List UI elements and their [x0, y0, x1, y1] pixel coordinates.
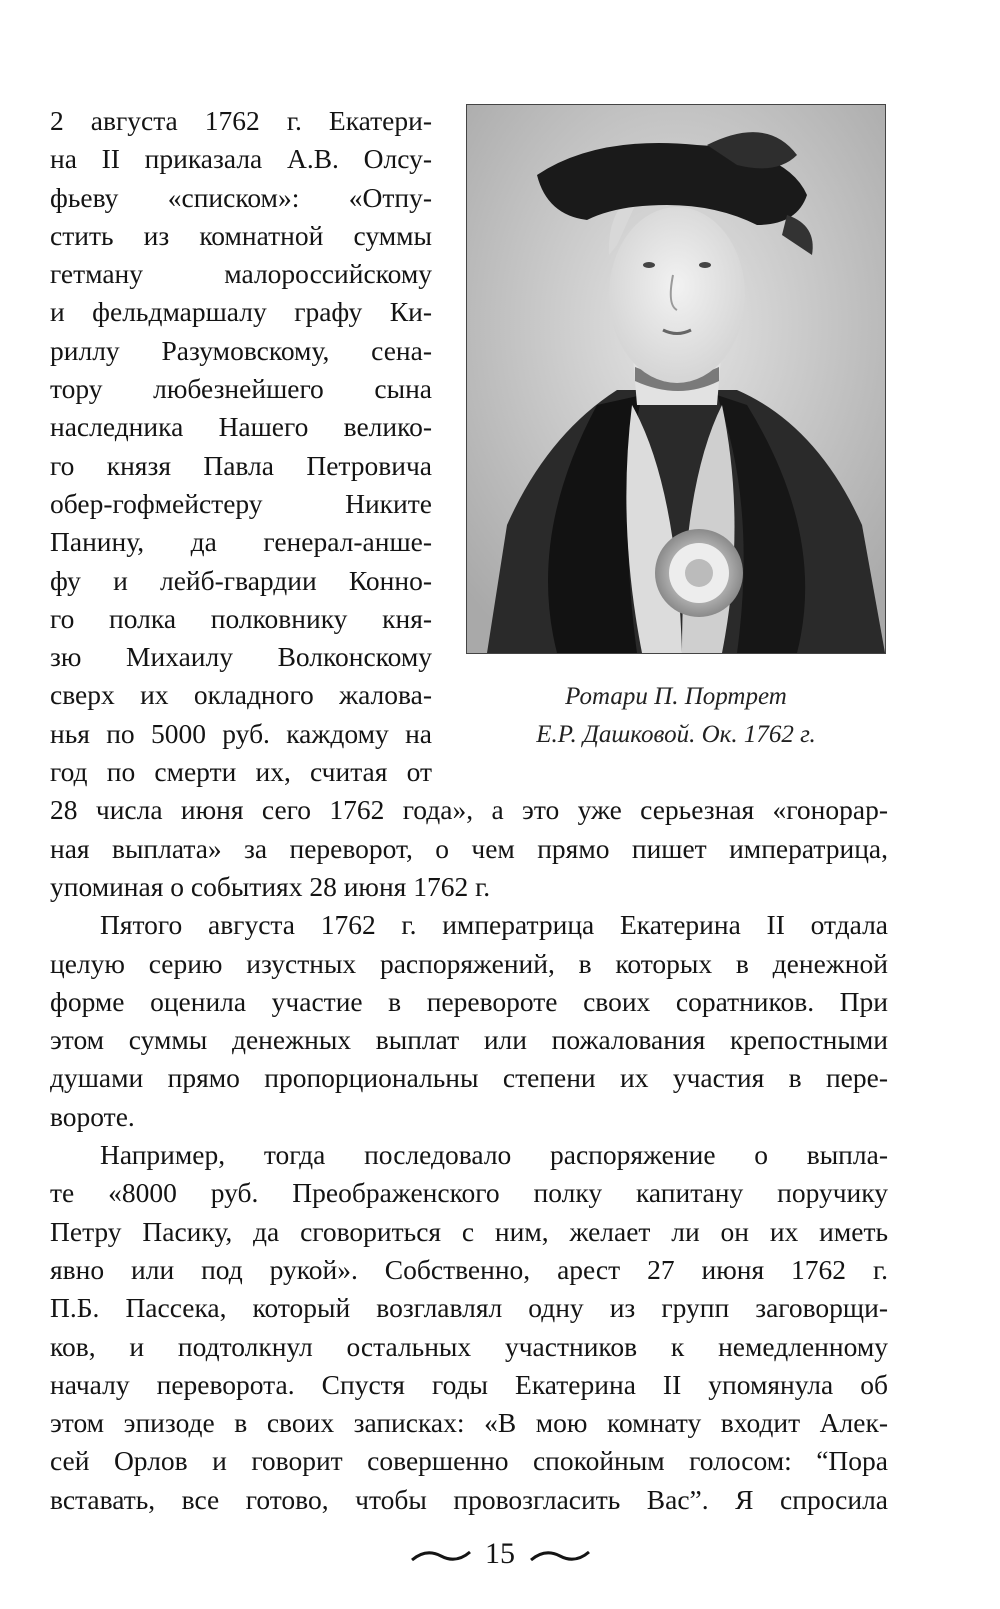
text-line: обер-гофмейстеру Никите — [50, 487, 432, 519]
text-line: 2 августа 1762 г. Екатери- — [50, 105, 432, 136]
caption-line-2: Е.Р. Дашковой. Ок. 1762 г. — [536, 721, 816, 748]
text-line: наследника Нашего велико- — [50, 411, 432, 443]
text-line: и фельдмаршалу графу Ки- — [50, 296, 432, 328]
text-line: фьеву «списком»: «Отпу- — [50, 181, 432, 213]
text-line: целую серию изустных распоряжений, в которых в денежной — [50, 947, 888, 979]
text-line: Панину, да генерал-анше- — [50, 526, 432, 558]
text-line: началу переворота. Спустя годы Екатерина II упомянула об — [50, 1368, 888, 1400]
body-text — [50, 102, 888, 1519]
text-line: явно или под рукой». Собственно, арест 27 июня 1762 г. — [50, 1253, 888, 1285]
text-line: фу и лейб-гвардии Конно- — [50, 564, 432, 596]
text-line: этом суммы денежных выплат или пожалования крепостными — [50, 1024, 888, 1056]
text-line: гетману малороссийскому — [50, 258, 432, 290]
text-line: те «8000 руб. Преображенского полку капитану поручику — [50, 1177, 888, 1209]
text-line: вставать, все готово, чтобы провозгласить Вас”. Я спросила — [50, 1483, 888, 1515]
text-line: Петру Пасику, да сговориться с ним, желает ли он их иметь — [50, 1215, 888, 1247]
text-line: сверх их окладного жалова- — [50, 679, 432, 711]
text-line: го князя Павла Петровича — [50, 449, 432, 481]
text-line: сей Орлов и говорит совершенно спокойным голосом: “Пора — [50, 1445, 888, 1477]
text-line: стить из комнатной суммы — [50, 219, 432, 251]
text-line: нья по 5000 руб. каждому на — [50, 717, 432, 749]
text-line: на II приказала А.В. Олсу- — [50, 143, 432, 175]
page-number: 15 — [485, 1537, 515, 1570]
text-line: упоминая о событиях 28 июня 1762 г. — [50, 870, 491, 902]
text-line: ная выплата» за переворот, о чем прямо пишет императрица, — [50, 832, 888, 864]
text-line: ков, и подтолкнул остальных участников к немедленному — [50, 1330, 888, 1362]
text-line: П.Б. Пассека, который возглавлял одну из групп заговорщи- — [50, 1292, 888, 1324]
tilde-ornament-right-icon — [529, 1546, 591, 1566]
text-line: 28 числа июня сего 1762 года», а это уже серьезная «гонорар- — [50, 794, 888, 826]
text-line: Например, тогда последовало распоряжение о выпла- — [100, 1139, 888, 1171]
text-line: тору любезнейшего сына — [50, 373, 432, 405]
text-line: зю Михаилу Волконскому — [50, 641, 432, 673]
text-line: го полка полковнику кня- — [50, 602, 432, 634]
text-line: Пятого августа 1762 г. императрица Екатерина II отдала — [100, 909, 888, 941]
text-line: форме оценила участие в перевороте своих соратников. При — [50, 985, 888, 1017]
text-line: душами прямо пропорциональны степени их участия в пере- — [50, 1062, 888, 1094]
text-line: риллу Разумовскому, сена- — [50, 334, 432, 366]
text-line: вороте. — [50, 1100, 135, 1132]
text-line: год по смерти их, считая от — [50, 756, 432, 788]
text-line: этом эпизоде в своих записках: «В мою комнату входит Алек- — [50, 1407, 888, 1439]
tilde-ornament-left-icon — [410, 1546, 472, 1566]
caption-line-1: Ротари П. Портрет — [565, 683, 787, 710]
page-number-footer — [0, 1534, 1000, 1574]
